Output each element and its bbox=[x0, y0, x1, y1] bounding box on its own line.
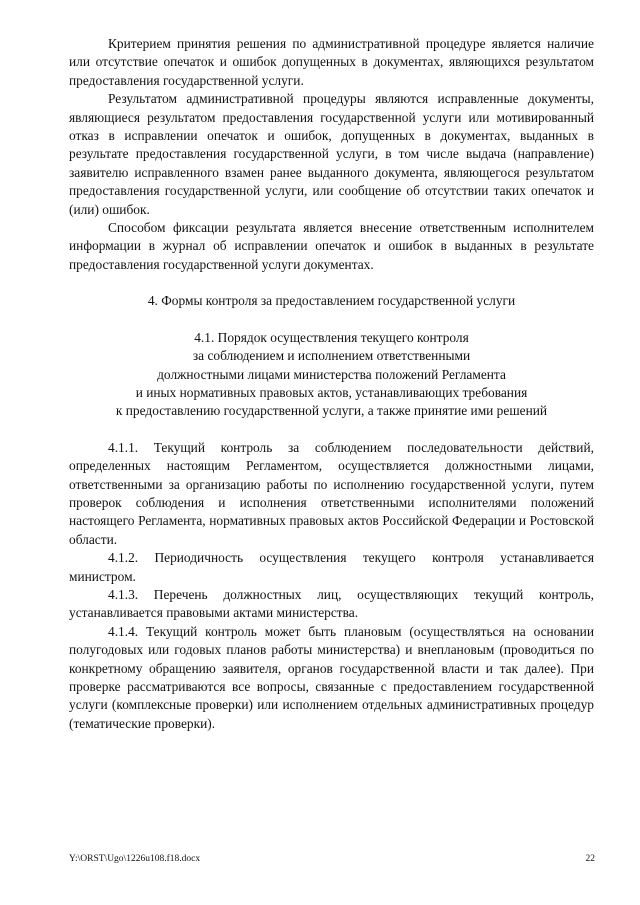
paragraph-result-recording: Способом фиксации результата является внесение ответственным исполнителем информации в журнал об исправлении опечаток и ошибок в выданных в результате предоставления государственной услуги документах. bbox=[69, 220, 594, 272]
section-title: 4. Формы контроля за предоставлением государственной услуги bbox=[147, 293, 516, 309]
paragraph-decision-criterion: Критерием принятия решения по административной процедуре является наличие или отсутствие опечаток и ошибок допущенных в документах, являющихся результатом предоставления государственной услуги. bbox=[69, 36, 594, 88]
paragraph-4-1-1: 4.1.1. Текущий контроль за соблюдением последовательности действий, определенных настоящим Регламентом, осуществляется должностными лицами, ответственными за организацию работы по исполнению государственной услуги, путем проверок соблюдения и исполнения ответственными исполнителями положений настоящего Регламента, нормативных правовых актов Российской Федерации и Ростовской области. bbox=[69, 439, 594, 547]
spacer bbox=[69, 421, 594, 439]
subsection-title-line: 4.1. Порядок осуществления текущего контроля bbox=[194, 329, 469, 345]
paragraph-4-1-3: 4.1.3. Перечень должностных лиц, осуществляющих текущий контроль, устанавливается правовыми актами министерства. bbox=[69, 586, 594, 621]
footer-file-path: Y:\ORST\Ugo\1226u108.f18.docx bbox=[69, 854, 201, 864]
subsection-title-line: должностными лицами министерства положений Регламента bbox=[157, 366, 506, 382]
paragraph-procedure-result: Результатом административной процедуры являются исправленные документы, являющиеся результатом предоставления государственной услуги или мотивированный отказ в исправлении опечаток и ошибок, допущенных в документах, выданных в результате предоставления государственной услуги, в том числе выдача (направление) заявителю исправленного взамен ранее выданного документа, являющегося результатом предоставления государственной услуги, или сообщение об отсутствии таких опечаток и (или) ошибок. bbox=[69, 91, 594, 217]
subsection-title bbox=[69, 329, 594, 421]
paragraph-4-1-2: 4.1.2. Периодичность осуществления текущего контроля устанавливается министром. bbox=[69, 550, 594, 584]
subsection-title-line: за соблюдением и исполнением ответственными bbox=[192, 348, 471, 364]
subsection-title-line: к предоставлению государственной услуги, а также принятие ими решений bbox=[115, 403, 548, 419]
subsection-title-line: и иных нормативных правовых актов, устанавливающих требования bbox=[135, 384, 528, 400]
footer-page-number: 22 bbox=[585, 854, 595, 864]
document-body bbox=[69, 35, 594, 733]
paragraph-4-1-4: 4.1.4. Текущий контроль может быть плановым (осуществляться на основании полугодовых или годовых планов работы министерства) и внеплановым (проводиться по конкретному обращению заявителя, органов государственной власти и так далее). При проверке рассматриваются все вопросы, связанные с предоставлением государственной услуги (комплексные проверки) или исполнением отдельных административных процедур (тематические проверки). bbox=[69, 623, 594, 731]
